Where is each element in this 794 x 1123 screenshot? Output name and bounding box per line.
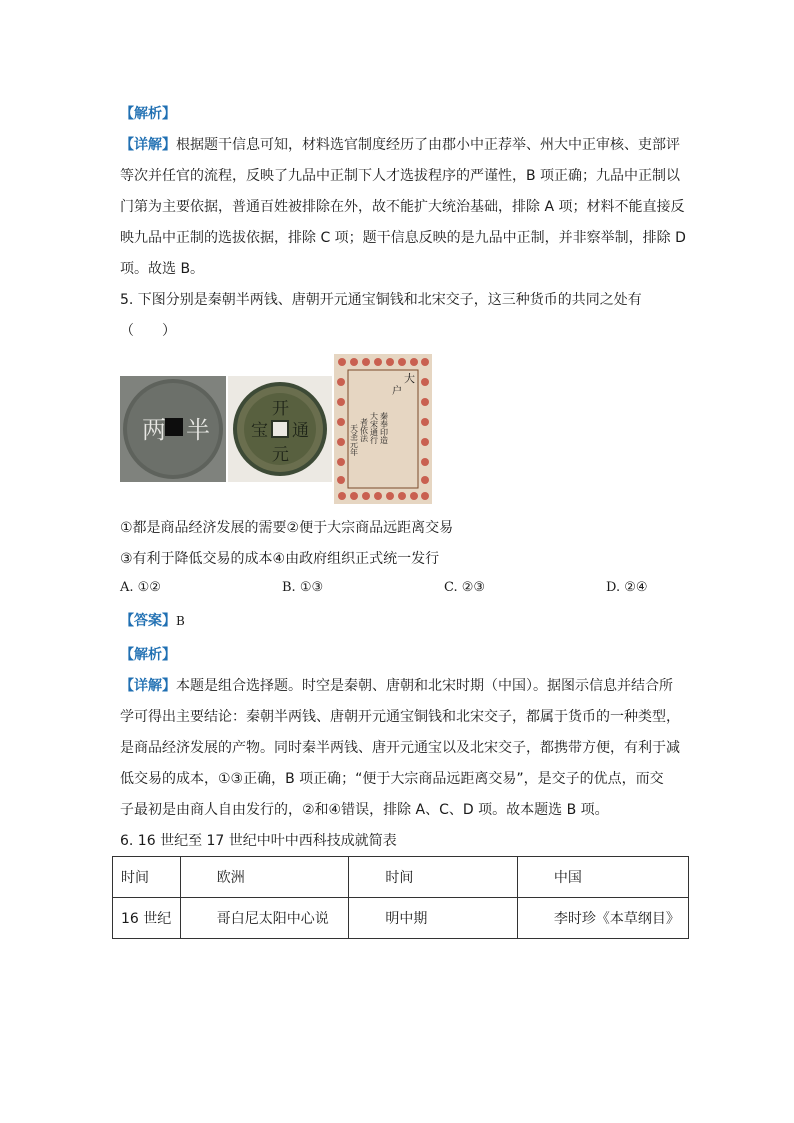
analysis-line: 是商品经济发展的产物。同时秦半两钱、唐开元通宝以及北宋交子，都携带方便，有利于减	[120, 740, 680, 756]
coin2-char-left: 宝	[251, 421, 268, 441]
answer-tag: 【答案】	[120, 613, 176, 629]
kaiyuan-coin-image	[228, 376, 332, 482]
table-header-cell: 时间	[349, 857, 518, 898]
table-header-cell: 时间	[113, 857, 181, 898]
coin1-char-left: 两	[142, 416, 166, 444]
achievements-table	[112, 856, 689, 939]
option-c[interactable]: C. ②③	[444, 580, 486, 595]
table-cell: 李时珍《本草纲目》	[517, 898, 688, 939]
analysis-heading: 【解析】	[120, 647, 176, 663]
banliang-coin-image	[120, 376, 226, 482]
statements-line: ①都是商品经济发展的需要②便于大宗商品远距离交易	[120, 520, 454, 536]
statements-line: ③有利于降低交易的成本④由政府组织正式统一发行	[120, 551, 440, 567]
analysis-text: 根据题干信息可知，材料选官制度经历了由郡小中正荐举、州大中正审核、吏部评	[176, 137, 680, 153]
options-row	[120, 580, 700, 600]
coin2-char-bottom: 元	[272, 445, 289, 465]
jiaozi-note-image	[334, 354, 432, 504]
coin2-char-right: 通	[292, 421, 309, 441]
analysis-text: 本题是组合选择题。时空是秦朝、唐朝和北宋时期（中国）。据图示信息并结合所	[176, 678, 673, 694]
analysis-line: 门第为主要依据，普通百姓被排除在外，故不能扩大统治基础，排除 A 项；材料不能直接反	[120, 199, 685, 215]
option-b[interactable]: B. ①③	[282, 580, 324, 595]
analysis-line: 低交易的成本，①③正确，B 项正确；“便于大宗商品远距离交易”，是交子的优点，而交	[120, 771, 664, 787]
coin2-char-top: 开	[272, 399, 289, 419]
detail-tag: 【详解】	[120, 678, 176, 694]
table-row	[113, 898, 689, 939]
question-stem: 5. 下图分别是秦朝半两钱、唐朝开元通宝铜钱和北宋交子，这三种货币的共同之处有	[120, 292, 642, 308]
analysis-line	[120, 135, 680, 155]
jiaozi-text: 大	[404, 372, 415, 385]
table-cell: 哥白尼太阳中心说	[180, 898, 349, 939]
jiaozi-text: 秦奉印造	[379, 412, 389, 444]
jiaozi-text: 者依法	[359, 418, 369, 442]
analysis-line: 子最初是由商人自由发行的，②和④错误，排除 A、C、D 项。故本题选 B 项。	[120, 802, 609, 818]
answer-blank: （ ）	[120, 323, 176, 339]
question-stem: 6. 16 世纪至 17 世纪中叶中西科技成就简表	[120, 833, 397, 849]
analysis-heading: 【解析】	[120, 106, 176, 122]
table-header-cell: 欧洲	[180, 857, 349, 898]
coin1-char-right: 半	[186, 416, 210, 444]
jiaozi-text: 户	[392, 386, 402, 397]
analysis-line: 项。故选 B。	[120, 261, 205, 277]
option-a[interactable]: A. ①②	[120, 580, 161, 595]
table-cell: 16 世纪	[113, 898, 181, 939]
jiaozi-text: 天圣元年	[349, 424, 359, 456]
jiaozi-text: 大宋通行	[369, 412, 379, 444]
currency-images	[120, 354, 440, 504]
table-header-row	[113, 857, 689, 898]
analysis-line: 映九品中正制的选拔依据，排除 C 项；题干信息反映的是九品中正制，并非察举制，排除 D	[120, 230, 686, 246]
detail-tag: 【详解】	[120, 137, 176, 153]
table-header-cell: 中国	[517, 857, 688, 898]
analysis-line: 学可得出主要结论：秦朝半两钱、唐朝开元通宝铜钱和北宋交子，都属于货币的一种类型，	[120, 709, 680, 725]
analysis-line: 等次并任官的流程，反映了九品中正制下人才选拔程序的严谨性，B 项正确；九品中正制以	[120, 168, 681, 184]
option-d[interactable]: D. ②④	[606, 580, 648, 595]
analysis-line	[120, 676, 673, 696]
answer-line	[120, 611, 185, 631]
answer-value: B	[176, 614, 185, 628]
table-cell: 明中期	[349, 898, 518, 939]
